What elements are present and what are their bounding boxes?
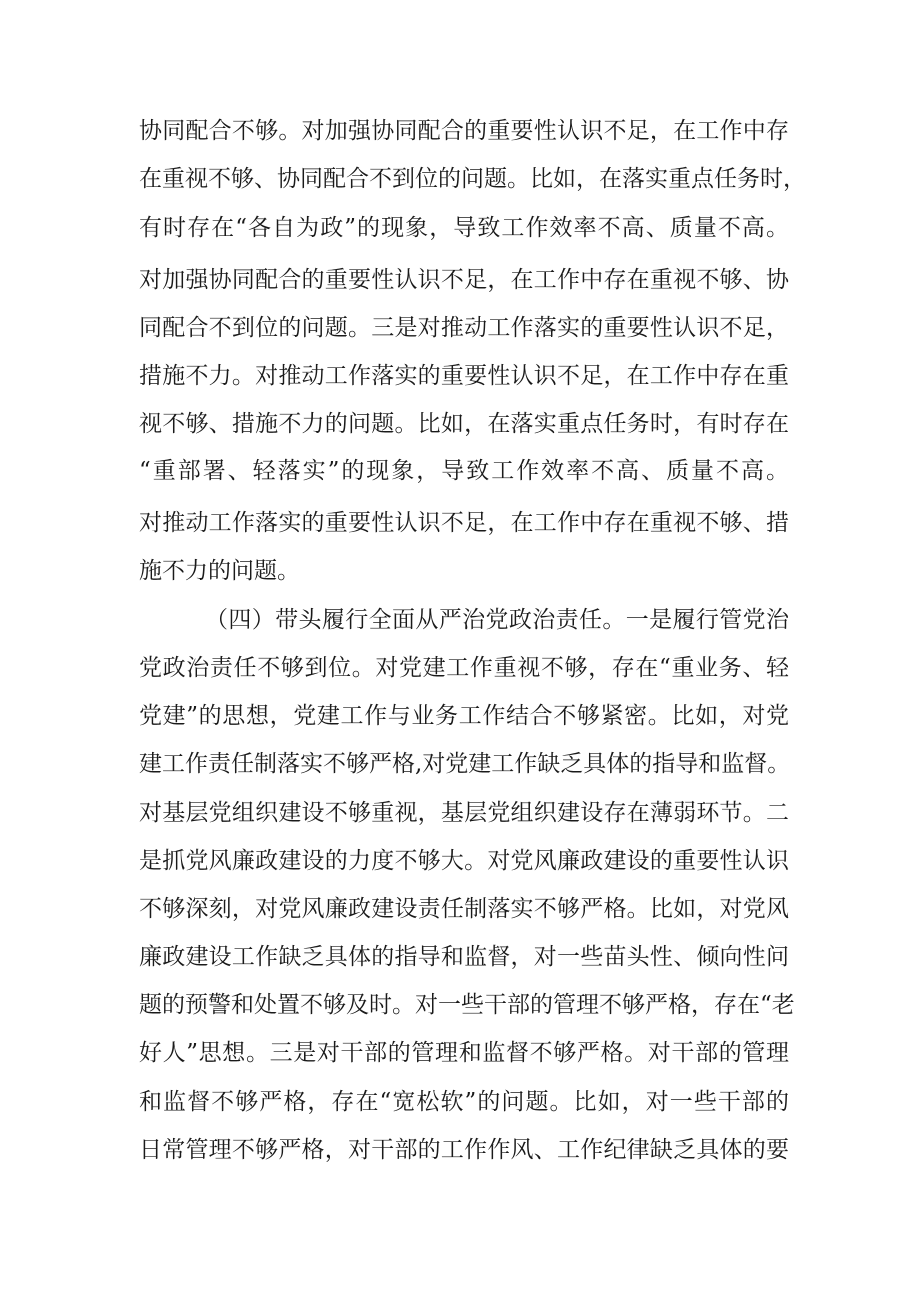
- text-line: 党建”的思想，党建工作与业务工作结合不够紧密。比如，对党: [139, 703, 789, 729]
- text-line: 和监督不够严格，存在“宽松软”的问题。比如，对一些干部的: [139, 1089, 789, 1115]
- text-line: 好人”思想。三是对干部的管理和监督不够严格。对干部的管理: [139, 1040, 789, 1066]
- text-line: 党政治责任不够到位。对党建工作重视不够，存在“重业务、轻: [139, 655, 789, 681]
- text-line: 题的预警和处置不够及时。对一些干部的管理不够严格，存在“老: [139, 992, 795, 1018]
- text-line: 不够深刻，对党风廉政建设责任制落实不够严格。比如，对党风: [139, 896, 789, 922]
- text-line: 协同配合不够。对加强协同配合的重要性认识不足，在工作中存: [139, 118, 789, 144]
- text-line: 对基层党组织建设不够重视，基层党组织建设存在薄弱环节。二: [139, 800, 789, 826]
- text-line: 对推动工作落实的重要性认识不足，在工作中存在重视不够、措: [139, 510, 789, 536]
- text-line: 对加强协同配合的重要性认识不足，在工作中存在重视不够、协: [139, 267, 789, 293]
- text-line: 同配合不到位的问题。三是对推动工作落实的重要性认识不足，: [139, 315, 789, 341]
- text-line: 施不力的问题。: [139, 558, 300, 584]
- text-line: 措施不力。对推动工作落实的重要性认识不足，在工作中存在重: [139, 363, 789, 389]
- text-line: 在重视不够、协同配合不到位的问题。比如，在落实重点任务时，: [139, 166, 806, 192]
- text-line: 视不够、措施不力的问题。比如，在落实重点任务时，有时存在: [139, 411, 789, 437]
- text-line: 有时存在“各自为政”的现象，导致工作效率不高、质量不高。: [139, 215, 789, 241]
- text-line: 建工作责任制落实不够严格,对党建工作缺乏具体的指导和监督。: [139, 751, 791, 777]
- text-line: 日常管理不够严格，对干部的工作作风、工作纪律缺乏具体的要: [139, 1137, 789, 1163]
- paragraph-heading-line: （四）带头履行全面从严治党政治责任。一是履行管党治: [205, 607, 789, 633]
- text-line: “重部署、轻落实”的现象，导致工作效率不高、质量不高。: [139, 458, 789, 484]
- text-line: 是抓党风廉政建设的力度不够大。对党风廉政建设的重要性认识: [139, 848, 789, 874]
- text-line: 廉政建设工作缺乏具体的指导和监督，对一些苗头性、倾向性问: [139, 944, 789, 970]
